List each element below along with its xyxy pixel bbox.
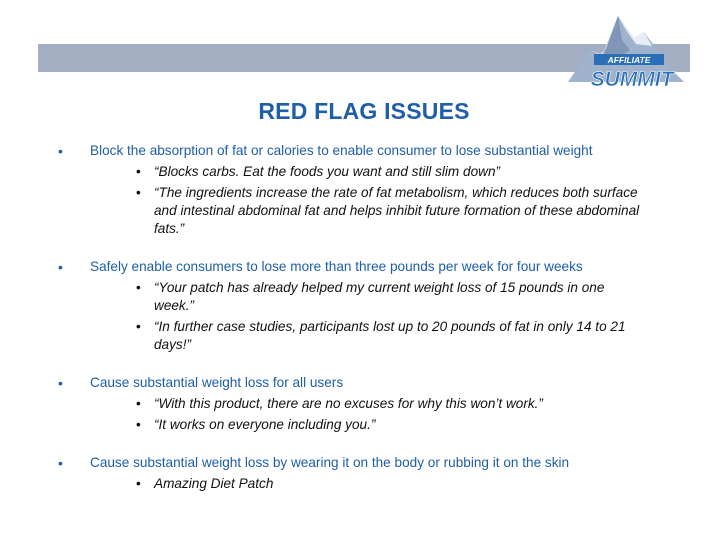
bullet-dot-icon: • — [136, 185, 141, 200]
bullet-section-1 — [58, 142, 678, 238]
sub-bullet-text: “The ingredients increase the rate of fat metabolism, which reduces both surface and intestinal abdominal fat and helps inhibit future formation of these abdominal fats.” — [154, 185, 640, 236]
sub-bullet-list — [58, 395, 678, 434]
sub-bullet-list — [58, 163, 678, 238]
bullet-dot-icon: • — [136, 164, 141, 179]
main-bullet-item — [58, 374, 678, 392]
bullet-dot-icon: • — [136, 417, 141, 432]
main-bullet-item — [58, 142, 678, 160]
sub-bullet-text: Amazing Diet Patch — [154, 476, 274, 491]
bullet-dot-icon: • — [136, 396, 141, 411]
sub-bullet-list — [58, 475, 678, 493]
sub-bullet-text: “Blocks carbs. Eat the foods you want and still slim down” — [154, 164, 501, 179]
sub-bullet-text: “It works on everyone including you.” — [154, 417, 376, 432]
sub-bullet-item — [58, 163, 678, 181]
main-bullet-text: Cause substantial weight loss by wearing it on the body or rubbing it on the skin — [90, 455, 570, 470]
main-bullet-text: Block the absorption of fat or calories to enable consumer to lose substantial weight — [90, 143, 593, 158]
logo-text-affiliate: AFFILIATE — [607, 55, 651, 65]
slide-title: RED FLAG ISSUES — [258, 98, 470, 124]
mountain-logo-icon — [560, 10, 690, 96]
sub-bullet-item — [58, 416, 678, 434]
bullet-section-3 — [58, 374, 678, 434]
bullet-dot-icon: • — [58, 375, 63, 391]
bullet-section-2 — [58, 258, 678, 354]
sub-bullet-item — [58, 318, 678, 354]
main-bullet-item — [58, 258, 678, 276]
bullet-dot-icon: • — [58, 143, 63, 159]
main-bullet-text: Cause substantial weight loss for all users — [90, 375, 344, 390]
sub-bullet-text: “In further case studies, participants lost up to 20 pounds of fat in only 14 to 21 days!” — [154, 319, 626, 352]
logo-text-summit: SUMMIT — [590, 68, 674, 91]
main-bullet-item — [58, 454, 678, 472]
bullet-dot-icon: • — [58, 455, 63, 471]
bullet-dot-icon: • — [136, 280, 141, 295]
sub-bullet-list — [58, 279, 678, 354]
bullet-content — [58, 142, 678, 496]
sub-bullet-text: “With this product, there are no excuses for why this won’t work.” — [154, 396, 543, 411]
bullet-dot-icon: • — [136, 319, 141, 334]
bullet-section-4 — [58, 454, 678, 493]
main-bullet-text: Safely enable consumers to lose more than three pounds per week for four weeks — [90, 259, 583, 274]
bullet-dot-icon: • — [58, 259, 63, 275]
affiliate-summit-logo — [560, 10, 690, 96]
sub-bullet-item — [58, 395, 678, 413]
sub-bullet-text: “Your patch has already helped my current weight loss of 15 pounds in one week.” — [154, 280, 605, 313]
sub-bullet-item — [58, 184, 678, 238]
bullet-dot-icon: • — [136, 476, 141, 491]
sub-bullet-item — [58, 475, 678, 493]
sub-bullet-item — [58, 279, 678, 315]
